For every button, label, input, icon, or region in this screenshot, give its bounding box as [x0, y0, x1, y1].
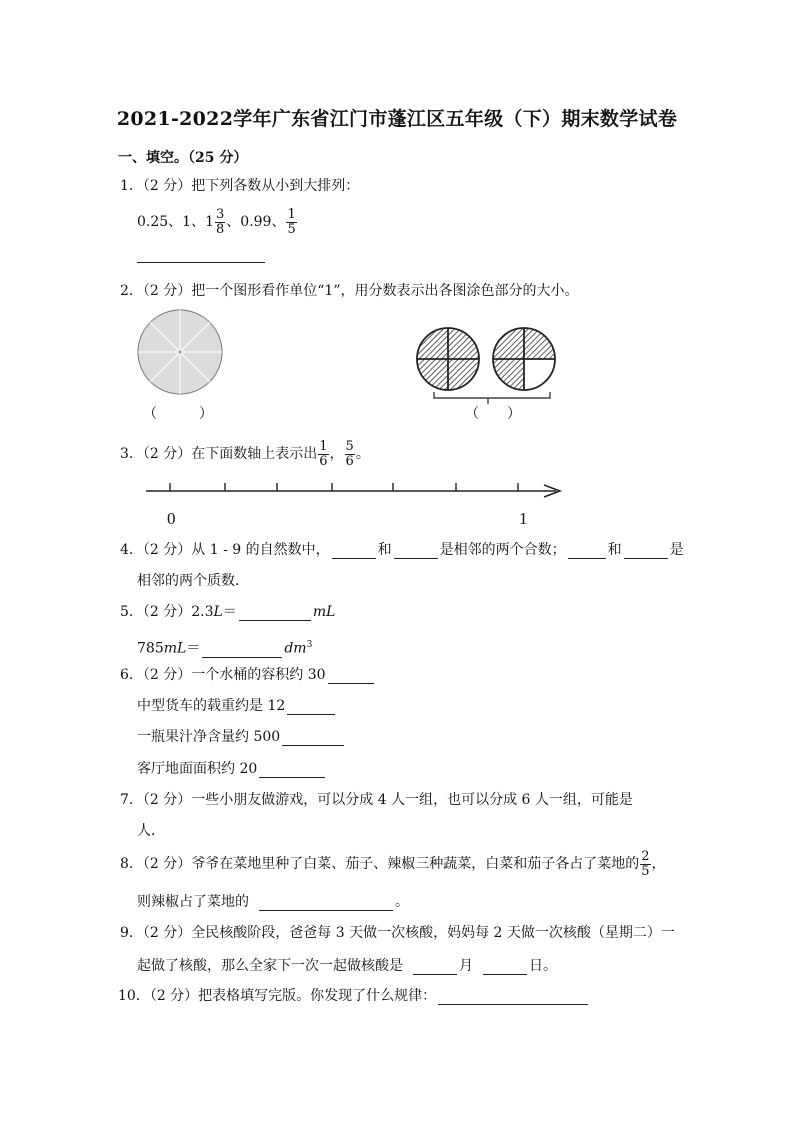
q8-l2: 则辣椒占了菜地的 [137, 894, 249, 910]
question-3-label [120, 436, 370, 472]
axis-label-one: 1 [519, 509, 528, 528]
question-5-line-2 [137, 636, 312, 658]
q4-c: 是相邻的两个合数； [439, 542, 566, 558]
q1-mixed-den: 8 [216, 221, 225, 237]
q5-eq2: ＝ [186, 640, 201, 657]
question-6-line-3 [137, 728, 346, 746]
q1-frac-den: 5 [287, 221, 296, 237]
question-8-line-1 [120, 846, 666, 882]
q3-f1-den: 6 [319, 453, 328, 469]
q8-blank[interactable] [259, 896, 393, 911]
q3-text: 3．（2 分）在下面数轴上表示出 [120, 446, 318, 462]
q4-a: 4．（2 分）从 1 - 9 的自然数中， [120, 542, 330, 558]
q4-blank-4[interactable] [624, 544, 668, 559]
question-2-label: 2．（2 分）把一个图形看作单位“1”，用分数表示出各图涂色部分的大小。 [120, 283, 579, 299]
number-line [140, 480, 570, 504]
question-6-line-1 [120, 666, 376, 684]
question-5-line-1 [120, 603, 335, 621]
q5-b: 785 [137, 640, 164, 657]
q1-items-b: 、0.99、 [226, 214, 286, 230]
question-4-line-1 [120, 541, 684, 559]
q4-blank-2[interactable] [394, 544, 438, 559]
q5-sup: 3 [306, 640, 313, 650]
q6-label: 6．（2 分）一个水桶的容积约 30 [120, 667, 326, 683]
q4-blank-1[interactable] [332, 544, 376, 559]
q9-day: 日。 [529, 958, 557, 974]
q8-comma: ， [651, 856, 666, 872]
section-heading: 一、填空。（25 分） [118, 150, 248, 166]
question-7-line-1: 7．（2 分）一些小朋友做游戏，可以分成 4 人一组，也可以分成 6 人一组，可能是 [120, 792, 633, 808]
q5-a: 5．（2 分）2.3 [120, 604, 214, 620]
question-1-numbers [137, 204, 298, 240]
q3-f2-num: 5 [345, 438, 354, 454]
q2-left-answer-parens[interactable]: （ ） [143, 406, 213, 422]
q5-unit-dm: dm [284, 640, 307, 657]
q6-blank-4[interactable] [259, 763, 325, 778]
q3-fraction-2 [345, 440, 355, 469]
q1-frac-num: 1 [287, 206, 296, 222]
q9-blank-day[interactable] [483, 960, 527, 975]
q3-end: 。 [355, 446, 370, 462]
question-9-line-2 [137, 957, 557, 975]
question-7-line-2: 人． [137, 823, 165, 839]
q3-fraction-1 [318, 440, 328, 469]
q10-blank[interactable] [438, 990, 588, 1005]
q1-mixed-fraction [215, 208, 225, 237]
q8-l1: 8．（2 分）爷爷在菜地里种了白菜、茄子、辣椒三种蔬菜，白菜和茄子各占了菜地的 [120, 856, 640, 872]
q8-frac-den: 5 [641, 863, 650, 879]
q6-l2: 中型货车的载重约是 12 [137, 698, 286, 714]
q5-unit-ml2: mL [163, 640, 187, 657]
q1-answer-blank[interactable] [137, 262, 265, 263]
page-title: 2021-2022学年广东省江门市蓬江区五年级（下）期末数学试卷 [116, 108, 678, 130]
question-6-line-2 [137, 697, 337, 715]
q6-l3: 一瓶果汁净含量约 500 [137, 729, 281, 745]
q6-blank-1[interactable] [328, 669, 374, 684]
q9-blank-month[interactable] [413, 960, 457, 975]
q4-d: 和 [607, 542, 622, 558]
q4-blank-3[interactable] [568, 544, 606, 559]
q8-end: 。 [395, 894, 409, 910]
axis-label-zero: 0 [167, 509, 176, 528]
q9-month: 月 [459, 958, 473, 974]
q9-l2a: 起做了核酸，那么全家下一次一起做核酸是 [137, 958, 403, 974]
q1-fraction [286, 208, 296, 237]
q2-right-answer-parens[interactable]: （ ） [465, 406, 521, 422]
q6-l4: 客厅地面面积约 20 [137, 761, 258, 777]
q1-mixed-num: 3 [216, 206, 225, 222]
question-1-label: 1．（2 分）把下列各数从小到大排列： [120, 178, 360, 194]
q8-fraction [640, 850, 650, 879]
q5-eq: ＝ [222, 604, 237, 620]
q8-frac-num: 2 [641, 848, 650, 864]
q3-sep: ， [329, 446, 344, 462]
q3-f1-num: 1 [319, 438, 328, 454]
q5-blank-2[interactable] [202, 643, 282, 658]
q4-b: 和 [377, 542, 392, 558]
question-8-line-2 [137, 893, 409, 911]
question-9-line-1: 9．（2 分）全民核酸阶段，爸爸每 3 天做一次核酸，妈妈每 2 天做一次核酸（星期二）一 [120, 925, 675, 941]
circle-eighths-figure [135, 306, 235, 402]
question-6-line-4 [137, 760, 327, 778]
q6-blank-3[interactable] [282, 731, 344, 746]
q5-unit-ml: mL [312, 604, 336, 620]
q4-e: 是 [669, 542, 684, 558]
q5-unit-l: L [213, 604, 223, 620]
question-4-line-2: 相邻的两个质数． [137, 573, 249, 589]
q5-blank-1[interactable] [239, 606, 311, 621]
q10-l1: 10．（2 分）把表格填写完版。你发现了什么规律： [118, 988, 437, 1004]
q3-f2-den: 6 [345, 453, 354, 469]
q6-blank-2[interactable] [287, 700, 335, 715]
question-10-line-1 [118, 987, 590, 1005]
q1-items-a: 0.25、1、1 [137, 214, 214, 230]
